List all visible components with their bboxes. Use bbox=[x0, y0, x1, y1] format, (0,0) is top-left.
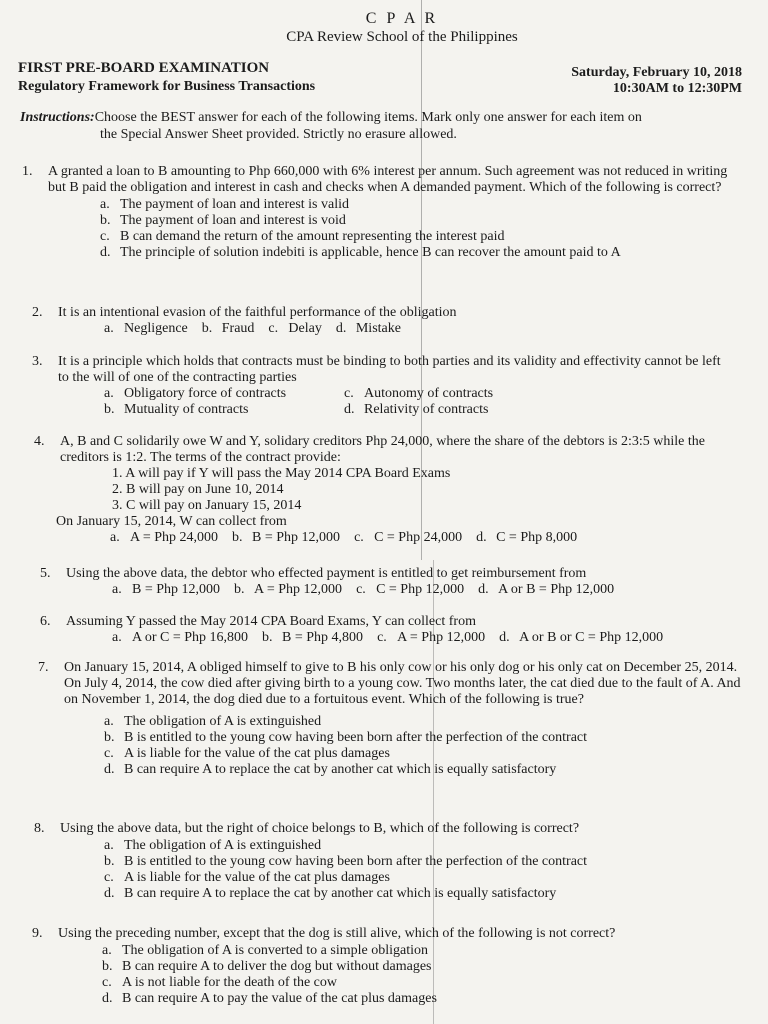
option-c[interactable]: c. C = Php 24,000 bbox=[354, 530, 463, 545]
option-c[interactable]: c. A is liable for the value of the cat plus damages bbox=[104, 746, 390, 761]
option-list bbox=[100, 197, 734, 261]
question-subtext: On January 15, 2014, W can collect from bbox=[56, 514, 287, 529]
question-6 bbox=[40, 614, 752, 646]
option-b[interactable]: b. Fraud bbox=[201, 321, 255, 336]
exam-date: Saturday, February 10, 2018 bbox=[571, 65, 742, 80]
option-b[interactable]: b. B can require A to deliver the dog but without damages bbox=[102, 959, 432, 974]
exam-subject: Regulatory Framework for Business Transactions bbox=[18, 79, 316, 94]
instructions bbox=[20, 109, 732, 143]
option-d[interactable]: d. Relativity of contracts bbox=[344, 402, 489, 417]
question-8 bbox=[34, 821, 744, 902]
option-a[interactable]: a. The obligation of A is converted to a simple obligation bbox=[102, 943, 429, 958]
option-b[interactable]: b. A = Php 12,000 bbox=[234, 582, 343, 597]
option-d[interactable]: d. B can require A to pay the value of the cat plus damages bbox=[102, 991, 437, 1006]
question-1 bbox=[22, 164, 734, 261]
option-a[interactable]: a. B = Php 12,000 bbox=[112, 582, 221, 597]
instructions-label: Instructions: bbox=[20, 110, 95, 125]
question-9 bbox=[32, 926, 742, 1007]
instructions-line-1: Choose the BEST answer for each of the following items. Mark only one answer for each item on bbox=[94, 110, 642, 125]
contract-terms bbox=[112, 466, 734, 514]
option-a[interactable]: a. A = Php 24,000 bbox=[110, 530, 219, 545]
question-number: 8. bbox=[34, 821, 45, 836]
question-text: It is an intentional evasion of the faithful performance of the obligation bbox=[58, 305, 457, 320]
question-number: 1. bbox=[22, 164, 33, 179]
instructions-line-2: the Special Answer Sheet provided. Strictly no erasure allowed. bbox=[100, 127, 457, 142]
exam-time: 10:30AM to 12:30PM bbox=[612, 81, 742, 96]
contract-term: 1. A will pay if Y will pass the May 2014 CPA Board Exams bbox=[112, 466, 451, 481]
question-text: A, B and C solidarily owe W and Y, solidary creditors Php 24,000, where the share of the debtors is 2:3:5 while the creditors is 1:2. The terms of the contract provide: bbox=[60, 434, 705, 465]
option-list bbox=[112, 582, 740, 598]
option-b[interactable]: b. The payment of loan and interest is void bbox=[100, 213, 346, 228]
option-d[interactable]: d. A or B = Php 12,000 bbox=[478, 582, 615, 597]
question-text: It is a principle which holds that contracts must be binding to both parties and its validity and effectivity cannot be left to the will of one of the contracting parties bbox=[58, 354, 721, 385]
option-list bbox=[104, 321, 732, 337]
question-3 bbox=[32, 354, 732, 418]
option-a[interactable]: a. The obligation of A is extinguished bbox=[104, 714, 322, 729]
option-c[interactable]: c. A is liable for the value of the cat plus damages bbox=[104, 870, 390, 885]
question-text: Using the preceding number, except that the dog is still alive, which of the following is not correct? bbox=[58, 926, 616, 941]
option-c[interactable]: c. Autonomy of contracts bbox=[344, 386, 494, 401]
option-d[interactable]: d. A or B or C = Php 12,000 bbox=[499, 630, 664, 645]
option-list bbox=[104, 838, 744, 902]
school-name: CPA Review School of the Philippines bbox=[286, 29, 518, 45]
exam-title: FIRST PRE-BOARD EXAMINATION bbox=[18, 60, 270, 76]
question-text: Assuming Y passed the May 2014 CPA Board Exams, Y can collect from bbox=[66, 614, 476, 629]
option-list bbox=[104, 386, 732, 418]
option-c[interactable]: c. A is not liable for the death of the cow bbox=[102, 975, 337, 990]
option-a[interactable]: a. The payment of loan and interest is valid bbox=[100, 197, 349, 212]
question-text: Using the above data, but the right of choice belongs to B, which of the following is correct? bbox=[60, 821, 580, 836]
option-d[interactable]: d. Mistake bbox=[335, 321, 401, 336]
question-4 bbox=[34, 434, 734, 546]
question-number: 2. bbox=[32, 305, 43, 320]
question-number: 6. bbox=[40, 614, 51, 629]
option-c[interactable]: c. C = Php 12,000 bbox=[356, 582, 465, 597]
option-b[interactable]: b. B = Php 12,000 bbox=[232, 530, 341, 545]
question-7 bbox=[38, 660, 748, 778]
question-2 bbox=[32, 305, 732, 337]
contract-term: 3. C will pay on January 15, 2014 bbox=[112, 498, 302, 513]
option-list bbox=[102, 943, 742, 1007]
option-list bbox=[104, 714, 748, 778]
option-list bbox=[110, 530, 734, 546]
question-number: 5. bbox=[40, 566, 51, 581]
option-b[interactable]: b. B is entitled to the young cow having been born after the perfection of the contract bbox=[104, 854, 588, 869]
option-list bbox=[112, 630, 752, 646]
school-acronym: C P A R bbox=[365, 10, 439, 27]
question-number: 3. bbox=[32, 354, 43, 369]
option-a[interactable]: a. A or C = Php 16,800 bbox=[112, 630, 249, 645]
contract-term: 2. B will pay on June 10, 2014 bbox=[112, 482, 284, 497]
question-number: 4. bbox=[34, 434, 45, 449]
option-c[interactable]: c. A = Php 12,000 bbox=[377, 630, 486, 645]
option-c[interactable]: c. Delay bbox=[268, 321, 322, 336]
question-text: On January 15, 2014, A obliged himself to give to B his only cow or his only dog or his only cat on December 25, 2014. On July 4, 2014, the cow died after giving birth to a young cow. Two months later, the cat died due to the fault of A. And on November 1, 2014, the dog died due to a fortuitous event. Which of the following is true? bbox=[64, 660, 741, 707]
question-text: Using the above data, the debtor who effected payment is entitled to get reimbursement from bbox=[66, 566, 587, 581]
option-d[interactable]: d. B can require A to replace the cat by another cat which is equally satisfactory bbox=[104, 886, 557, 901]
question-5 bbox=[40, 566, 740, 598]
question-text: A granted a loan to B amounting to Php 660,000 with 6% interest per annum. Such agreement was not reduced in writing but B paid the obligation and interest in cash and checks when A demanded payment. Which of the following is correct? bbox=[48, 164, 728, 195]
option-b[interactable]: b. Mutuality of contracts bbox=[104, 402, 249, 417]
option-a[interactable]: a. Negligence bbox=[104, 321, 188, 336]
option-d[interactable]: d. C = Php 8,000 bbox=[476, 530, 578, 545]
option-d[interactable]: d. B can require A to replace the cat by another cat which is equally satisfactory bbox=[104, 762, 557, 777]
option-c[interactable]: c. B can demand the return of the amount representing the interest paid bbox=[100, 229, 505, 244]
option-a[interactable]: a. The obligation of A is extinguished bbox=[104, 838, 322, 853]
question-number: 9. bbox=[32, 926, 43, 941]
option-b[interactable]: b. B = Php 4,800 bbox=[262, 630, 364, 645]
option-d[interactable]: d. The principle of solution indebiti is applicable, hence B can recover the amount paid to A bbox=[100, 245, 621, 260]
option-a[interactable]: a. Obligatory force of contracts bbox=[104, 386, 287, 401]
question-number: 7. bbox=[38, 660, 49, 675]
option-b[interactable]: b. B is entitled to the young cow having been born after the perfection of the contract bbox=[104, 730, 588, 745]
